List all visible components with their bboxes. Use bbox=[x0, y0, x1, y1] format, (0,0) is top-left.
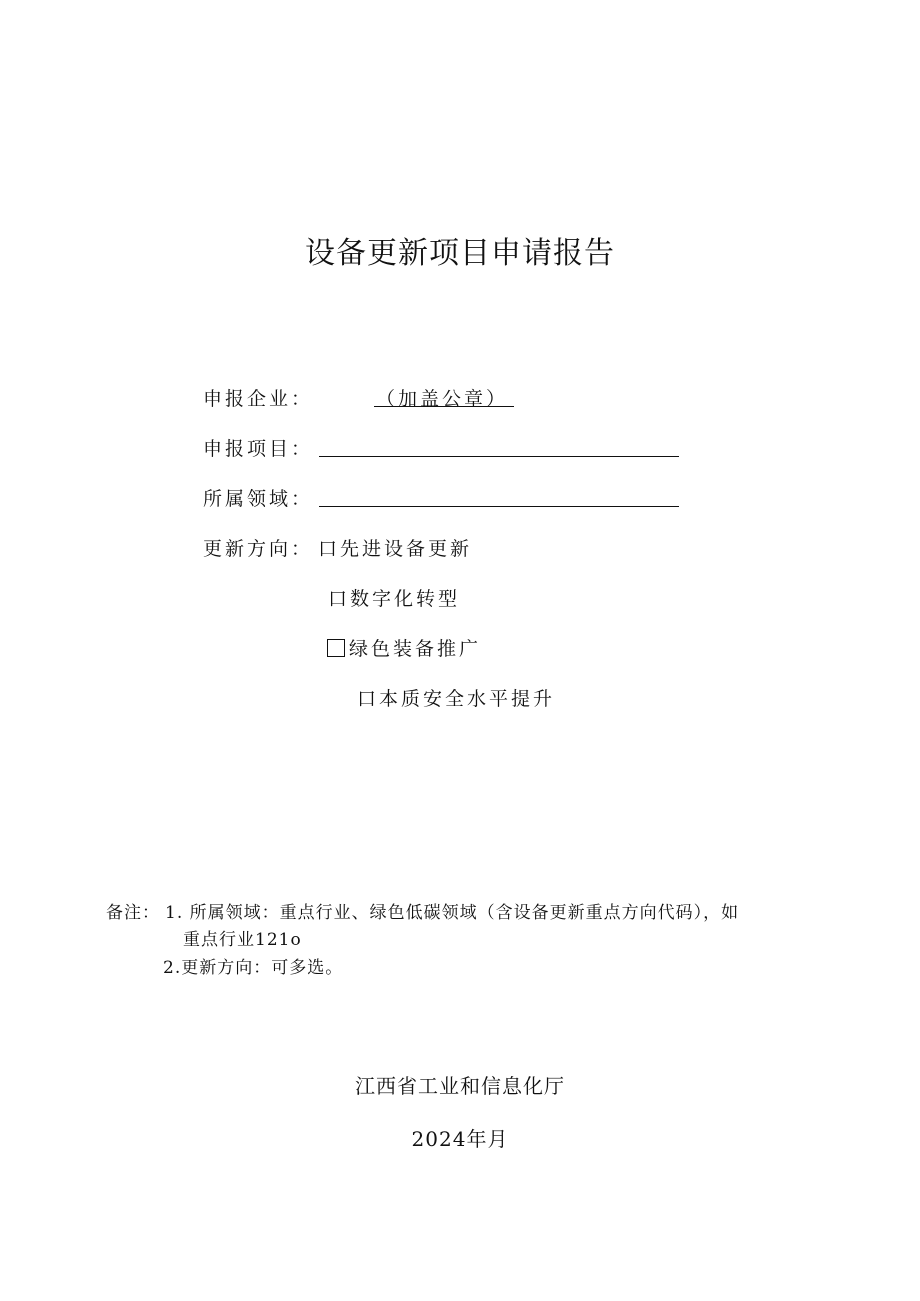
option-safety-upgrade[interactable]: 口本质安全水平提升 bbox=[357, 688, 556, 710]
option-advanced-equipment[interactable]: 口先进设备更新 bbox=[318, 538, 473, 560]
issue-date: 2024年月 bbox=[411, 1127, 509, 1151]
project-input-line[interactable] bbox=[319, 456, 679, 457]
option-digital-transformation[interactable]: 口数字化转型 bbox=[328, 588, 461, 610]
enterprise-label: 申报企业： bbox=[203, 388, 314, 410]
notes-prefix: 备注： bbox=[106, 903, 160, 923]
issuer-name: 江西省工业和信息化厅 bbox=[355, 1074, 565, 1098]
note-1-line-2: 重点行业121o bbox=[183, 930, 302, 950]
enterprise-underline bbox=[374, 406, 514, 407]
note-2: 2.更新方向：可多选。 bbox=[163, 958, 344, 978]
checkbox-icon[interactable] bbox=[327, 639, 345, 657]
enterprise-seal-note: （加盖公章） bbox=[376, 388, 509, 410]
option-green-equipment-label: 绿色装备推广 bbox=[349, 638, 482, 660]
project-label: 申报项目： bbox=[203, 438, 314, 460]
domain-label: 所属领域： bbox=[203, 488, 314, 510]
domain-input-line[interactable] bbox=[319, 506, 679, 507]
direction-label: 更新方向： bbox=[203, 538, 314, 560]
page-title: 设备更新项目申请报告 bbox=[305, 236, 615, 271]
note-1-line-1: 1. 所属领域：重点行业、绿色低碳领域（含设备更新重点方向代码），如 bbox=[165, 903, 740, 923]
option-green-equipment[interactable] bbox=[327, 634, 481, 661]
